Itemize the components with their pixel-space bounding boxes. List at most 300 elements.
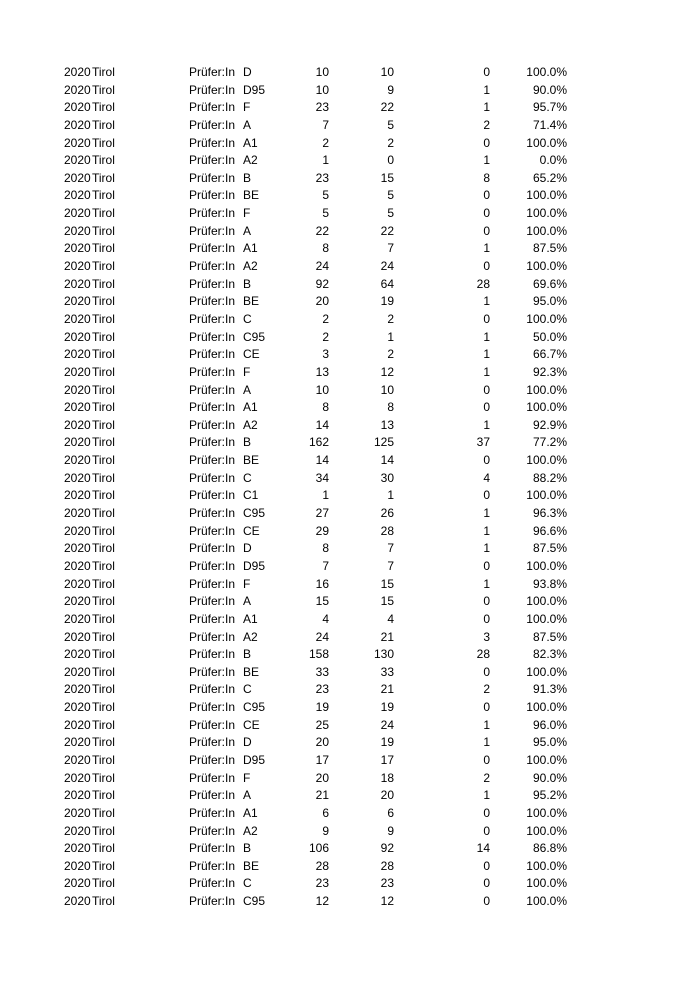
year-cell: 2020 — [64, 541, 91, 556]
table-row — [0, 558, 700, 576]
failed-count-cell: 37 — [476, 435, 490, 450]
region-cell: Tirol — [92, 435, 115, 450]
year-cell: 2020 — [64, 488, 91, 503]
failed-count-cell: 1 — [483, 153, 490, 168]
failed-count-cell: 1 — [483, 506, 490, 521]
pass-rate-cell: 95.2% — [532, 788, 567, 803]
passed-count-cell: 19 — [380, 700, 394, 715]
total-count-cell: 23 — [315, 100, 329, 115]
region-cell: Tirol — [92, 382, 115, 397]
role-cell: Prüfer:In — [189, 805, 236, 820]
region-cell: Tirol — [92, 682, 115, 697]
year-cell: 2020 — [64, 611, 91, 626]
region-cell: Tirol — [92, 100, 115, 115]
role-cell: Prüfer:In — [189, 523, 236, 538]
table-row — [0, 382, 700, 400]
passed-count-cell: 28 — [380, 858, 394, 873]
region-cell: Tirol — [92, 558, 115, 573]
table-row — [0, 540, 700, 558]
total-count-cell: 14 — [315, 453, 329, 468]
failed-count-cell: 1 — [483, 329, 490, 344]
table-row — [0, 805, 700, 823]
total-count-cell: 5 — [322, 206, 329, 221]
failed-count-cell: 0 — [483, 65, 490, 79]
failed-count-cell: 1 — [483, 82, 490, 97]
license-class-cell: A1 — [243, 805, 258, 820]
region-cell: Tirol — [92, 188, 115, 203]
region-cell: Tirol — [92, 576, 115, 591]
failed-count-cell: 0 — [483, 700, 490, 715]
failed-count-cell: 0 — [483, 594, 490, 609]
license-class-cell: A1 — [243, 241, 258, 256]
total-count-cell: 20 — [315, 770, 329, 785]
passed-count-cell: 10 — [380, 382, 394, 397]
total-count-cell: 7 — [322, 117, 329, 132]
total-count-cell: 25 — [315, 717, 329, 732]
failed-count-cell: 1 — [483, 523, 490, 538]
table-row — [0, 434, 700, 452]
role-cell: Prüfer:In — [189, 894, 236, 909]
license-class-cell: B — [243, 435, 252, 450]
total-count-cell: 158 — [308, 647, 329, 662]
year-cell: 2020 — [64, 576, 91, 591]
table-row — [0, 646, 700, 664]
year-cell: 2020 — [64, 117, 91, 132]
role-cell: Prüfer:In — [189, 752, 236, 767]
role-cell: Prüfer:In — [189, 470, 236, 485]
region-cell: Tirol — [92, 223, 115, 238]
total-count-cell: 2 — [322, 329, 329, 344]
license-class-cell: A — [243, 788, 252, 803]
year-cell: 2020 — [64, 470, 91, 485]
year-cell: 2020 — [64, 329, 91, 344]
passed-count-cell: 30 — [380, 470, 394, 485]
failed-count-cell: 0 — [483, 311, 490, 326]
total-count-cell: 24 — [315, 629, 329, 644]
passed-count-cell: 9 — [387, 823, 394, 838]
table-row — [0, 487, 700, 505]
year-cell: 2020 — [64, 664, 91, 679]
failed-count-cell: 1 — [483, 347, 490, 362]
pass-rate-cell: 95.7% — [532, 100, 567, 115]
license-class-cell: BE — [243, 453, 260, 468]
region-cell: Tirol — [92, 82, 115, 97]
table-row — [0, 293, 700, 311]
total-count-cell: 14 — [315, 417, 329, 432]
region-cell: Tirol — [92, 752, 115, 767]
year-cell: 2020 — [64, 170, 91, 185]
pass-rate-cell: 86.8% — [532, 841, 567, 856]
pass-rate-cell: 100.0% — [526, 382, 567, 397]
license-class-cell: B — [243, 276, 252, 291]
role-cell: Prüfer:In — [189, 558, 236, 573]
failed-count-cell: 0 — [483, 259, 490, 274]
role-cell: Prüfer:In — [189, 594, 236, 609]
table-row — [0, 611, 700, 629]
role-cell: Prüfer:In — [189, 629, 236, 644]
region-cell: Tirol — [92, 664, 115, 679]
license-class-cell: BE — [243, 188, 260, 203]
total-count-cell: 7 — [322, 558, 329, 573]
license-class-cell: D — [243, 65, 252, 79]
license-class-cell: C95 — [243, 329, 266, 344]
role-cell: Prüfer:In — [189, 82, 236, 97]
pass-rate-cell: 100.0% — [526, 206, 567, 221]
region-cell: Tirol — [92, 294, 115, 309]
table-row — [0, 170, 700, 188]
license-class-cell: A2 — [243, 153, 258, 168]
total-count-cell: 4 — [322, 611, 329, 626]
table-row — [0, 152, 700, 170]
table-row — [0, 505, 700, 523]
license-class-cell: A2 — [243, 823, 258, 838]
total-count-cell: 16 — [315, 576, 329, 591]
region-cell: Tirol — [92, 329, 115, 344]
pass-rate-cell: 50.0% — [532, 329, 567, 344]
table-row — [0, 699, 700, 717]
passed-count-cell: 22 — [380, 223, 394, 238]
year-cell: 2020 — [64, 400, 91, 415]
total-count-cell: 8 — [322, 400, 329, 415]
failed-count-cell: 2 — [483, 117, 490, 132]
total-count-cell: 24 — [315, 259, 329, 274]
region-cell: Tirol — [92, 259, 115, 274]
license-class-cell: A2 — [243, 417, 258, 432]
total-count-cell: 27 — [315, 506, 329, 521]
role-cell: Prüfer:In — [189, 206, 236, 221]
role-cell: Prüfer:In — [189, 664, 236, 679]
table-row — [0, 681, 700, 699]
region-cell: Tirol — [92, 541, 115, 556]
region-cell: Tirol — [92, 876, 115, 891]
year-cell: 2020 — [64, 682, 91, 697]
license-class-cell: B — [243, 841, 252, 856]
passed-count-cell: 12 — [380, 364, 394, 379]
total-count-cell: 29 — [315, 523, 329, 538]
table-row — [0, 664, 700, 682]
region-cell: Tirol — [92, 241, 115, 256]
total-count-cell: 8 — [322, 541, 329, 556]
pass-rate-cell: 100.0% — [526, 223, 567, 238]
pass-rate-cell: 100.0% — [526, 876, 567, 891]
license-class-cell: BE — [243, 858, 260, 873]
role-cell: Prüfer:In — [189, 823, 236, 838]
year-cell: 2020 — [64, 594, 91, 609]
pass-rate-cell: 77.2% — [532, 435, 567, 450]
role-cell: Prüfer:In — [189, 541, 236, 556]
region-cell: Tirol — [92, 347, 115, 362]
license-class-cell: C — [243, 682, 252, 697]
role-cell: Prüfer:In — [189, 647, 236, 662]
table-row — [0, 470, 700, 488]
table-row — [0, 240, 700, 258]
failed-count-cell: 0 — [483, 858, 490, 873]
failed-count-cell: 1 — [483, 541, 490, 556]
role-cell: Prüfer:In — [189, 223, 236, 238]
table-row — [0, 258, 700, 276]
region-cell: Tirol — [92, 611, 115, 626]
passed-count-cell: 1 — [387, 329, 394, 344]
pass-rate-cell: 100.0% — [526, 594, 567, 609]
license-class-cell: A1 — [243, 400, 258, 415]
passed-count-cell: 9 — [387, 82, 394, 97]
table-row — [0, 629, 700, 647]
year-cell: 2020 — [64, 841, 91, 856]
region-cell: Tirol — [92, 788, 115, 803]
region-cell: Tirol — [92, 735, 115, 750]
data-sheet — [0, 64, 700, 911]
region-cell: Tirol — [92, 488, 115, 503]
table-row — [0, 734, 700, 752]
role-cell: Prüfer:In — [189, 611, 236, 626]
total-count-cell: 13 — [315, 364, 329, 379]
passed-count-cell: 19 — [380, 294, 394, 309]
table-row — [0, 770, 700, 788]
pass-rate-cell: 82.3% — [532, 647, 567, 662]
region-cell: Tirol — [92, 841, 115, 856]
year-cell: 2020 — [64, 276, 91, 291]
total-count-cell: 10 — [315, 82, 329, 97]
failed-count-cell: 1 — [483, 364, 490, 379]
passed-count-cell: 21 — [380, 682, 394, 697]
pass-rate-cell: 96.6% — [532, 523, 567, 538]
passed-count-cell: 24 — [380, 259, 394, 274]
pass-rate-cell: 100.0% — [526, 188, 567, 203]
total-count-cell: 10 — [315, 65, 329, 79]
table-row — [0, 417, 700, 435]
region-cell: Tirol — [92, 206, 115, 221]
pass-rate-cell: 95.0% — [532, 294, 567, 309]
table-row — [0, 64, 700, 82]
passed-count-cell: 23 — [380, 876, 394, 891]
license-class-cell: F — [243, 576, 251, 591]
passed-count-cell: 15 — [380, 594, 394, 609]
table-row — [0, 117, 700, 135]
license-class-cell: BE — [243, 294, 260, 309]
table-row — [0, 840, 700, 858]
pass-rate-cell: 91.3% — [532, 682, 567, 697]
year-cell: 2020 — [64, 188, 91, 203]
failed-count-cell: 1 — [483, 294, 490, 309]
pass-rate-cell: 96.0% — [532, 717, 567, 732]
year-cell: 2020 — [64, 752, 91, 767]
failed-count-cell: 0 — [483, 453, 490, 468]
region-cell: Tirol — [92, 65, 115, 79]
table-row — [0, 135, 700, 153]
passed-count-cell: 2 — [387, 347, 394, 362]
year-cell: 2020 — [64, 65, 91, 79]
role-cell: Prüfer:In — [189, 576, 236, 591]
total-count-cell: 20 — [315, 294, 329, 309]
license-class-cell: A — [243, 382, 252, 397]
total-count-cell: 6 — [322, 805, 329, 820]
failed-count-cell: 0 — [483, 664, 490, 679]
year-cell: 2020 — [64, 82, 91, 97]
year-cell: 2020 — [64, 453, 91, 468]
pass-rate-cell: 96.3% — [532, 506, 567, 521]
passed-count-cell: 2 — [387, 311, 394, 326]
table-row — [0, 823, 700, 841]
failed-count-cell: 0 — [483, 382, 490, 397]
passed-count-cell: 24 — [380, 717, 394, 732]
total-count-cell: 28 — [315, 858, 329, 873]
role-cell: Prüfer:In — [189, 700, 236, 715]
license-class-cell: A — [243, 117, 252, 132]
passed-count-cell: 17 — [380, 752, 394, 767]
license-class-cell: A — [243, 594, 252, 609]
total-count-cell: 23 — [315, 170, 329, 185]
pass-rate-cell: 90.0% — [532, 770, 567, 785]
year-cell: 2020 — [64, 100, 91, 115]
failed-count-cell: 0 — [483, 823, 490, 838]
region-cell: Tirol — [92, 770, 115, 785]
pass-rate-cell: 69.6% — [532, 276, 567, 291]
license-class-cell: CE — [243, 717, 260, 732]
license-class-cell: B — [243, 647, 252, 662]
table-row — [0, 346, 700, 364]
region-cell: Tirol — [92, 647, 115, 662]
license-class-cell: CE — [243, 523, 260, 538]
role-cell: Prüfer:In — [189, 435, 236, 450]
year-cell: 2020 — [64, 629, 91, 644]
role-cell: Prüfer:In — [189, 135, 236, 150]
total-count-cell: 106 — [308, 841, 329, 856]
failed-count-cell: 0 — [483, 206, 490, 221]
year-cell: 2020 — [64, 805, 91, 820]
region-cell: Tirol — [92, 523, 115, 538]
total-count-cell: 23 — [315, 682, 329, 697]
region-cell: Tirol — [92, 805, 115, 820]
pass-rate-cell: 100.0% — [526, 823, 567, 838]
role-cell: Prüfer:In — [189, 294, 236, 309]
region-cell: Tirol — [92, 276, 115, 291]
license-class-cell: D95 — [243, 558, 266, 573]
total-count-cell: 34 — [315, 470, 329, 485]
total-count-cell: 23 — [315, 876, 329, 891]
total-count-cell: 9 — [322, 823, 329, 838]
year-cell: 2020 — [64, 717, 91, 732]
table-row — [0, 364, 700, 382]
license-class-cell: A1 — [243, 611, 258, 626]
passed-count-cell: 12 — [380, 894, 394, 909]
role-cell: Prüfer:In — [189, 259, 236, 274]
passed-count-cell: 130 — [373, 647, 394, 662]
region-cell: Tirol — [92, 506, 115, 521]
role-cell: Prüfer:In — [189, 329, 236, 344]
year-cell: 2020 — [64, 647, 91, 662]
failed-count-cell: 0 — [483, 805, 490, 820]
pass-rate-cell: 0.0% — [539, 153, 567, 168]
pass-rate-cell: 100.0% — [526, 558, 567, 573]
passed-count-cell: 5 — [387, 188, 394, 203]
year-cell: 2020 — [64, 364, 91, 379]
table-row — [0, 187, 700, 205]
table-row — [0, 223, 700, 241]
passed-count-cell: 22 — [380, 100, 394, 115]
pass-rate-cell: 100.0% — [526, 65, 567, 79]
passed-count-cell: 20 — [380, 788, 394, 803]
pass-rate-cell: 100.0% — [526, 752, 567, 767]
failed-count-cell: 0 — [483, 894, 490, 909]
year-cell: 2020 — [64, 700, 91, 715]
year-cell: 2020 — [64, 770, 91, 785]
role-cell: Prüfer:In — [189, 241, 236, 256]
region-cell: Tirol — [92, 823, 115, 838]
total-count-cell: 3 — [322, 347, 329, 362]
role-cell: Prüfer:In — [189, 400, 236, 415]
total-count-cell: 1 — [322, 153, 329, 168]
role-cell: Prüfer:In — [189, 735, 236, 750]
failed-count-cell: 0 — [483, 135, 490, 150]
pass-rate-cell: 65.2% — [532, 170, 567, 185]
failed-count-cell: 0 — [483, 188, 490, 203]
region-cell: Tirol — [92, 629, 115, 644]
total-count-cell: 12 — [315, 894, 329, 909]
failed-count-cell: 2 — [483, 682, 490, 697]
total-count-cell: 15 — [315, 594, 329, 609]
total-count-cell: 17 — [315, 752, 329, 767]
table-row — [0, 276, 700, 294]
region-cell: Tirol — [92, 858, 115, 873]
role-cell: Prüfer:In — [189, 170, 236, 185]
role-cell: Prüfer:In — [189, 717, 236, 732]
pass-rate-cell: 100.0% — [526, 135, 567, 150]
region-cell: Tirol — [92, 894, 115, 909]
table-row — [0, 576, 700, 594]
license-class-cell: C95 — [243, 700, 266, 715]
table-row — [0, 99, 700, 117]
role-cell: Prüfer:In — [189, 188, 236, 203]
region-cell: Tirol — [92, 400, 115, 415]
table-row — [0, 875, 700, 893]
region-cell: Tirol — [92, 364, 115, 379]
table-row — [0, 858, 700, 876]
role-cell: Prüfer:In — [189, 153, 236, 168]
license-class-cell: B — [243, 170, 252, 185]
passed-count-cell: 5 — [387, 117, 394, 132]
pass-rate-cell: 100.0% — [526, 488, 567, 503]
table-row — [0, 593, 700, 611]
year-cell: 2020 — [64, 223, 91, 238]
total-count-cell: 20 — [315, 735, 329, 750]
table-row — [0, 752, 700, 770]
table-row — [0, 717, 700, 735]
pass-rate-cell: 90.0% — [532, 82, 567, 97]
license-class-cell: D95 — [243, 82, 266, 97]
year-cell: 2020 — [64, 241, 91, 256]
license-class-cell: D95 — [243, 752, 266, 767]
passed-count-cell: 0 — [387, 153, 394, 168]
role-cell: Prüfer:In — [189, 65, 236, 79]
failed-count-cell: 1 — [483, 576, 490, 591]
failed-count-cell: 1 — [483, 788, 490, 803]
role-cell: Prüfer:In — [189, 382, 236, 397]
table-row — [0, 523, 700, 541]
pass-rate-cell: 87.5% — [532, 241, 567, 256]
failed-count-cell: 2 — [483, 770, 490, 785]
role-cell: Prüfer:In — [189, 488, 236, 503]
total-count-cell: 8 — [322, 241, 329, 256]
failed-count-cell: 0 — [483, 223, 490, 238]
pass-rate-cell: 100.0% — [526, 400, 567, 415]
role-cell: Prüfer:In — [189, 770, 236, 785]
license-class-cell: D — [243, 541, 252, 556]
role-cell: Prüfer:In — [189, 788, 236, 803]
passed-count-cell: 2 — [387, 135, 394, 150]
passed-count-cell: 33 — [380, 664, 394, 679]
passed-count-cell: 28 — [380, 523, 394, 538]
pass-rate-cell: 87.5% — [532, 629, 567, 644]
